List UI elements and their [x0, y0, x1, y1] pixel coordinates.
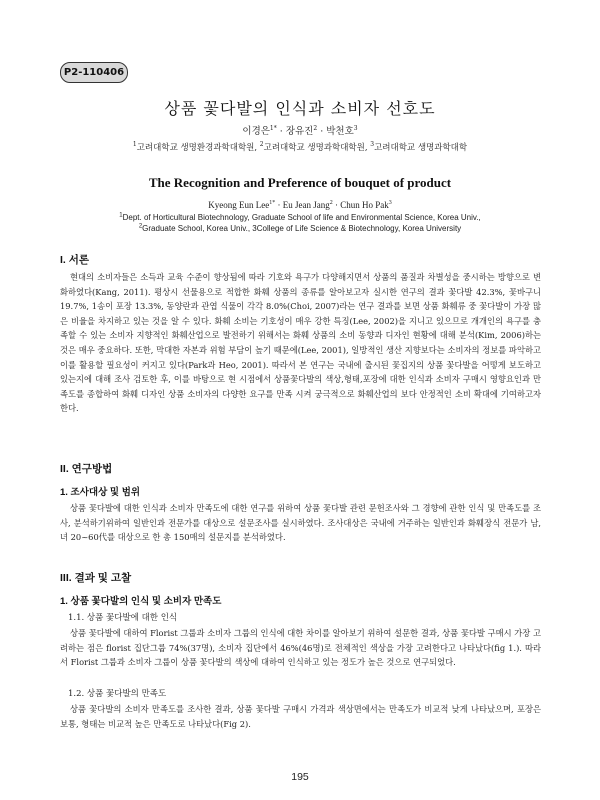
author-separator: ·	[332, 200, 341, 210]
subsection-heading-subjects: 1. 조사대상 및 범위	[60, 487, 141, 498]
affil-text: Graduate School, Korea Univ., 3College of Life Science & Biotechnology, Korea University	[142, 224, 462, 233]
author-sup: 1*	[269, 124, 277, 132]
paper-id-badge: P2-110406	[60, 62, 128, 83]
affil-line-1	[0, 212, 600, 223]
author-sup: 2	[329, 200, 333, 206]
affil-text: 고려대학교 생명과학대학	[374, 143, 468, 153]
author-separator: ·	[276, 126, 286, 137]
subsubsection-heading-recognition: 1.1. 상품 꽃다발에 대한 인식	[68, 613, 178, 623]
korean-affiliations	[0, 141, 600, 153]
affil-text: Dept. of Horticultural Biotechnology, Graduate School of life and Environmental Science, Korea Univ.,	[122, 213, 481, 222]
author-separator: ·	[317, 126, 327, 137]
methods-paragraph: 상품 꽃다발에 대한 인식과 소비자 만족도에 대한 연구를 위하여 상품 꽃다발 관련 문헌조사와 그 경향에 관한 인식 및 만족도를 조사, 분석하기위하여 일반인과 전문가를 대상으로 설문조사를 실시하였다. 조사대상은 국내에 거주하는 일반인과 화훼장식 전문가 남, 녀 20~60代를 대상으로 한 총 150매의 설문지를 분석하였다.	[60, 503, 541, 543]
author-sup: 3	[388, 200, 392, 206]
section-heading-results: III. 결과 및 고찰	[60, 572, 132, 584]
author-name: 박천호	[326, 126, 354, 137]
english-affiliations	[0, 212, 600, 234]
affil-sup: 3	[370, 141, 375, 149]
affil-sup: 2	[138, 223, 143, 230]
affil-text: 고려대학교 생명환경과학대학원,	[136, 143, 260, 153]
section-heading-introduction: I. 서론	[60, 254, 90, 266]
introduction-paragraph: 현대의 소비자들은 소득과 교육 수준이 향상됨에 따라 기호와 욕구가 다양해지면서 상품의 품질과 차별성을 중시하는 방향으로 변화하였다(Kang, 2011). 평상시 선물용으로 적합한 화훼 상품의 종류를 알아보고자 실시한 연구의 결과 꽃다발 42.3%, 꽃바구니 19.7%, 1송이 포장 13.3%, 동양란과 관엽 식물이 각각 8.0%(Choi, 2007)라는 연구 결과를 보면 상품 화훼류 중 꽃다발이 가장 많은 비율을 차지하고 있는 것을 알 수 있다. 화훼 소비는 기호성이 매우 강한 특징(Lee, 2002)을 지니고 있으므로 개개인의 욕구를 충족할 수 있는 소비자 지향적인 화훼산업으로 발전하기 위해서는 화훼 상품의 소비 동향과 디자인 현황에 대해 분석(Kim, 2006)하는 것은 매우 중요하다. 또한, 막대한 자본과 위험 부담이 높기 때문에(Lee, 2001), 일방적인 생산 지향보다는 소비자의 정보를 파악하고 이를 활용할 필요성이 커지고 있다(Park과 Heo, 2001). 따라서 본 연구는 국내에 출시된 꽃집지의 상품 꽃다발을 어떻게 보도하고 있는지에 대해 조사 검토한 후, 이를 바탕으로 현 시점에서 상품꽃다발의 색상,형태,포장에 대한 인식과 소비자 구매시 영향요인과 만족도를 종합하여 화훼 디자인 상품 소비자의 다양한 요구를 만족 시켜 궁극적으로 화훼산업의 보다 안정적인 소비 확대에 기여하고자 한다.	[60, 272, 541, 414]
page-number: 195	[291, 771, 309, 783]
affil-line-2	[0, 223, 600, 234]
author-name: Kyeong Eun Lee	[208, 200, 270, 210]
affil-sup: 1	[119, 212, 123, 219]
author-sup: 1*	[269, 200, 276, 206]
author-sup: 3	[353, 124, 358, 132]
author-name: Chun Ho Pak	[340, 200, 389, 210]
results-satisfaction-paragraph: 상품 꽃다발의 소비자 만족도를 조사한 결과, 상품 꽃다발 구매시 가격과 색상면에서는 만족도가 비교적 낮게 나타났으며, 포장은 보통, 형태는 비교적 높은 만족도로 나타났다(Fig 2).	[60, 704, 541, 729]
author-name: Eu Jean Jang	[282, 200, 330, 210]
section-heading-methods: II. 연구방법	[60, 463, 113, 475]
author-name: 장유진	[285, 126, 314, 137]
affil-sup: 1	[132, 141, 137, 149]
author-sup: 2	[313, 124, 318, 132]
affil-text: 고려대학교 생명과학대학원,	[263, 143, 371, 153]
english-title: The Recognition and Preference of bouquet of product	[148, 175, 452, 190]
affil-sup: 2	[259, 141, 264, 149]
korean-title: 상품 꽃다발의 인식과 소비자 선호도	[164, 99, 436, 118]
author-separator: ·	[275, 200, 283, 210]
author-name: 이경은	[242, 126, 270, 137]
subsection-heading-recognition-satisfaction: 1. 상품 꽃다발의 인식 및 소비자 만족도	[60, 596, 222, 607]
results-recognition-paragraph: 상품 꽃다발에 대하여 Florist 그룹과 소비자 그룹의 인식에 대한 차이를 알아보기 위하여 설문한 결과, 상품 꽃다발 구매시 가장 고려하는 점은 florist 집단그룹 74%(37명), 소비자 집단에서 46%(46명)로 전체적인 색상을 가장 고려한다고 나타났다(fig 1.). 따라서 Florist 그룹과 소비자 그룹이 상품 꽃다발의 색상에 대하여 인식하고 있는 정도가 높은 것으로 연구되었다.	[60, 628, 541, 668]
english-authors	[0, 200, 600, 210]
subsubsection-heading-satisfaction: 1.2. 상품 꽃다발의 만족도	[68, 689, 167, 699]
korean-authors	[0, 123, 600, 137]
